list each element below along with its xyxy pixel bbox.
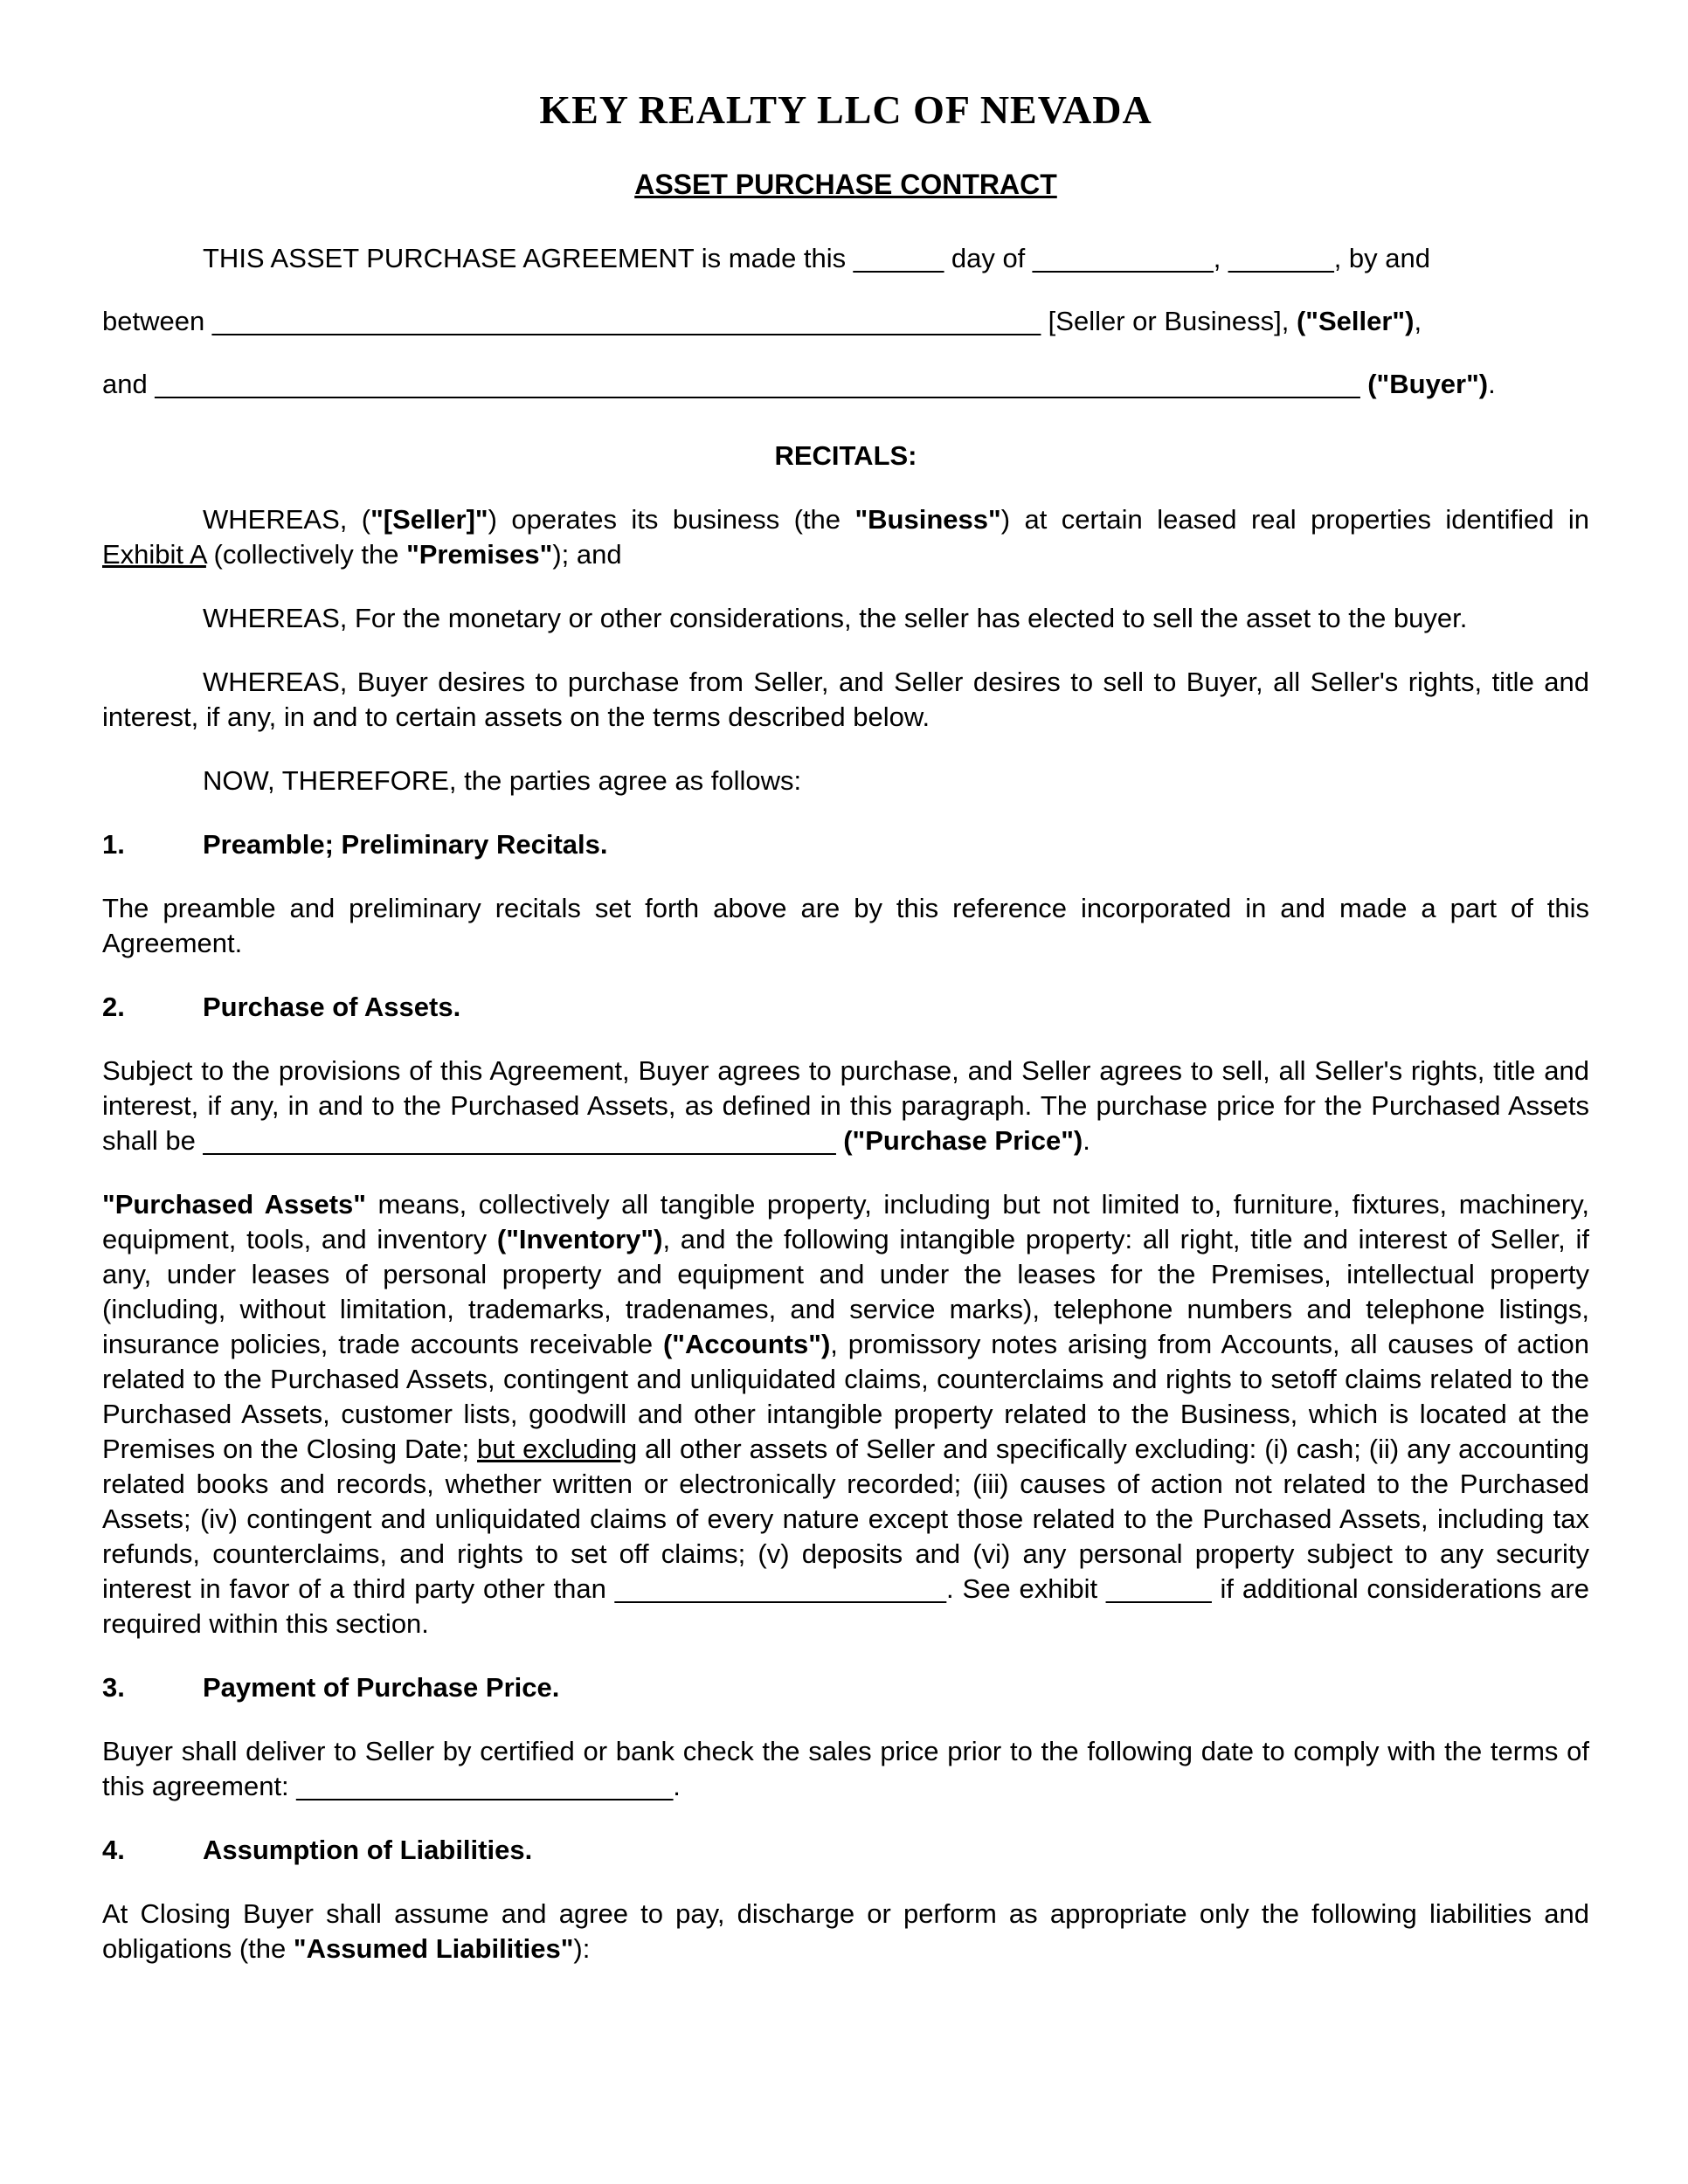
section-2-title: Purchase of Assets. <box>203 991 461 1022</box>
whereas-clause-3: WHEREAS, Buyer desires to purchase from Seller, and Seller desires to sell to Buyer, all Seller's rights, title and interest, if any, in and to certain assets on the terms described below. <box>102 666 1589 732</box>
document-subtitle: ASSET PURCHASE CONTRACT <box>634 168 1057 200</box>
section-3-heading <box>102 1670 1589 1705</box>
document-title: KEY REALTY LLC OF NEVADA <box>539 87 1152 132</box>
section-3-title: Payment of Purchase Price. <box>203 1671 560 1703</box>
section-1-title: Preamble; Preliminary Recitals. <box>203 828 608 860</box>
section-4-title: Assumption of Liabilities. <box>203 1834 533 1865</box>
section-4-body: At Closing Buyer shall assume and agree to pay, discharge or perform as appropriate only the following liabilities and obligations (the "Assumed Liabilities"): <box>102 1897 1589 1964</box>
section-1-body: The preamble and preliminary recitals set forth above are by this reference incorporated in and made a part of this Agreement. <box>102 892 1589 958</box>
section-4-number: 4. <box>102 1834 125 1865</box>
recitals-heading: RECITALS: <box>774 439 917 471</box>
now-therefore-clause: NOW, THEREFORE, the parties agree as follows: <box>203 764 802 796</box>
opening-paragraph: THIS ASSET PURCHASE AGREEMENT is made this ______ day of ____________, _______, by and between _______________________________________________________ [Seller or Business], ("Seller"), and ________________________________________________________________________________ ("Buyer"). <box>102 242 1496 399</box>
whereas-clause-1: WHEREAS, ("[Seller]") operates its business (the "Business") at certain leased real properties identified in Exhibit A (collectively the "Premises"); and <box>102 503 1590 570</box>
section-2-body-paragraph-2: "Purchased Assets" means, collectively all tangible property, including but not limited to, furniture, fixtures, machinery, equipment, tools, and inventory ("Inventory"), and the following intangible property: all right, title and interest of Seller, if any, under leases of personal property and equipment and under the leases for the Premises, intellectual property (including, without limitation, trademarks, tradenames, and service marks), telephone numbers and telephone listings, insurance policies, trade accounts receivable ("Accounts"), promissory notes arising from Accounts, all causes of action related to the Purchased Assets, contingent and unliquidated claims, counterclaims and rights to setoff claims related to the Purchased Assets, customer lists, goodwill and other intangible property related to the Business, which is located at the Premises on the Closing Date; but excluding all other assets of Seller and specifically excluding: (i) cash; (ii) any accounting related books and records, whether written or electronically recorded; (iii) causes of action not related to the Purchased Assets; (iv) contingent and unliquidated claims of every nature except those related to the Purchased Assets, including tax refunds, counterclaims, and rights to set off claims; (v) deposits and (vi) any personal property subject to any security interest in favor of a third party other than ______________________. See exhibit _______ if additional considerations are required within this section. <box>102 1188 1590 1639</box>
section-1-number: 1. <box>102 828 125 860</box>
section-2-heading <box>102 990 1589 1025</box>
section-3-body: Buyer shall deliver to Seller by certified or bank check the sales price prior to the following date to comply with the terms of this agreement: _________________________. <box>102 1735 1589 1801</box>
section-2-number: 2. <box>102 991 125 1022</box>
section-2-body-paragraph-1: Subject to the provisions of this Agreement, Buyer agrees to purchase, and Seller agrees to sell, all Seller's rights, title and interest, if any, in and to the Purchased Assets, as defined in this paragraph. The purchase price for the Purchased Assets shall be __________________________________________ ("Purchase Price"). <box>102 1054 1589 1156</box>
section-4-heading <box>102 1833 1589 1868</box>
section-1-heading <box>102 827 1589 862</box>
whereas-clause-2: WHEREAS, For the monetary or other considerations, the seller has elected to sell the asset to the buyer. <box>203 602 1468 633</box>
section-3-number: 3. <box>102 1671 125 1703</box>
